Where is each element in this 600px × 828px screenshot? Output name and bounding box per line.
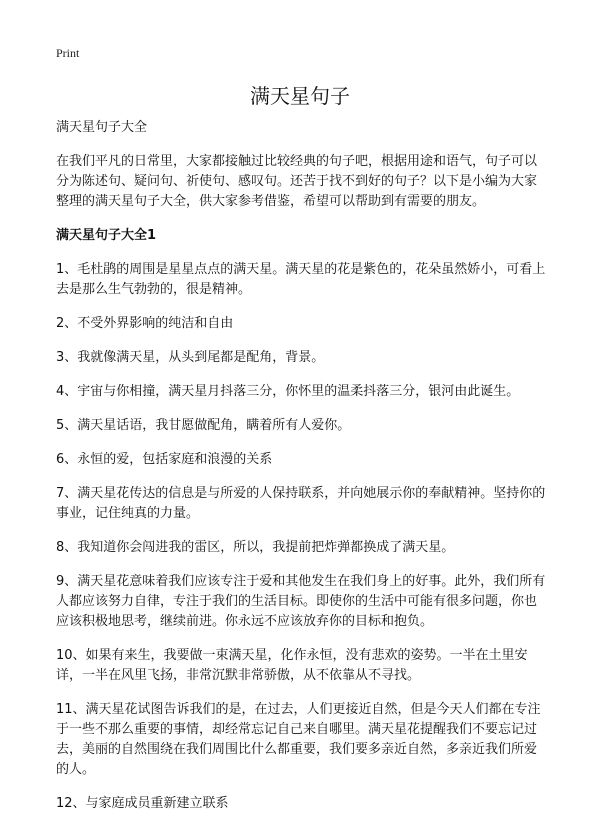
intro-paragraph: 在我们平凡的日常里，大家都接触过比较经典的句子吧，根据用途和语气，句子可以分为陈述句、疑问句、祈使句、感叹句。还苦于找不到好的句子？以下是小编为大家整理的满天星句子大全，供大家参考借鉴，希望可以帮助到有需要的朋友。 bbox=[56, 154, 538, 209]
list-item: 6、永恒的爱，包括家庭和浪漫的关系 bbox=[56, 452, 273, 467]
list-item: 2、不受外界影响的纯洁和自由 bbox=[56, 316, 234, 331]
list-item: 7、满天星花传达的信息是与所爱的人保持联系，并向她展示你的奉献精神。坚持你的事业，记住纯真的力量。 bbox=[56, 486, 546, 521]
list-item: 11、满天星花试图告诉我们的是，在过去，人们更接近自然，但是今天人们都在专注于一些不那么重要的事情，却经常忘记自己来自哪里。满天星花提醒我们不要忘记过去，美丽的自然围绕在我们周围比什么都重要，我们要多亲近自然，多亲近我们所爱的人。 bbox=[56, 702, 541, 777]
list-item: 10、如果有来生，我要做一束满天星，化作永恒，没有悲欢的姿势。一半在土里安详，一半在风里飞扬，非常沉默非常骄傲，从不依靠从不寻找。 bbox=[56, 648, 528, 683]
section-heading: 满天星句子大全1 bbox=[56, 228, 157, 243]
article-subtitle: 满天星句子大全 bbox=[56, 120, 148, 135]
list-item: 9、满天星花意味着我们应该专注于爱和其他发生在我们身上的好事。此外，我们所有人都应该努力自律，专注于我们的生活目标。即使你的生活中可能有很多问题，你也应该积极地思考，继续前进。你永远不应该放弃你的目标和抱负。 bbox=[56, 574, 546, 629]
article-body bbox=[56, 118, 548, 828]
list-item: 1、毛杜鹃的周围是星星点点的满天星。满天星的花是紫色的，花朵虽然娇小，可看上去是那么生气勃勃的，很是精神。 bbox=[56, 262, 546, 297]
list-item: 8、我知道你会闯进我的雷区，所以，我提前把炸弹都换成了满天星。 bbox=[56, 540, 455, 555]
page-title: 满天星句子 bbox=[250, 84, 350, 108]
list-item: 3、我就像满天星，从头到尾都是配角，背景。 bbox=[56, 350, 325, 365]
print-link[interactable]: Print bbox=[56, 46, 80, 60]
list-item: 12、与家庭成员重新建立联系 bbox=[56, 796, 229, 811]
list-item: 4、宇宙与你相撞，满天星月抖落三分，你怀里的温柔抖落三分，银河由此诞生。 bbox=[56, 384, 520, 399]
list-item: 5、满天星话语，我甘愿做配角，瞒着所有人爱你。 bbox=[56, 418, 351, 433]
